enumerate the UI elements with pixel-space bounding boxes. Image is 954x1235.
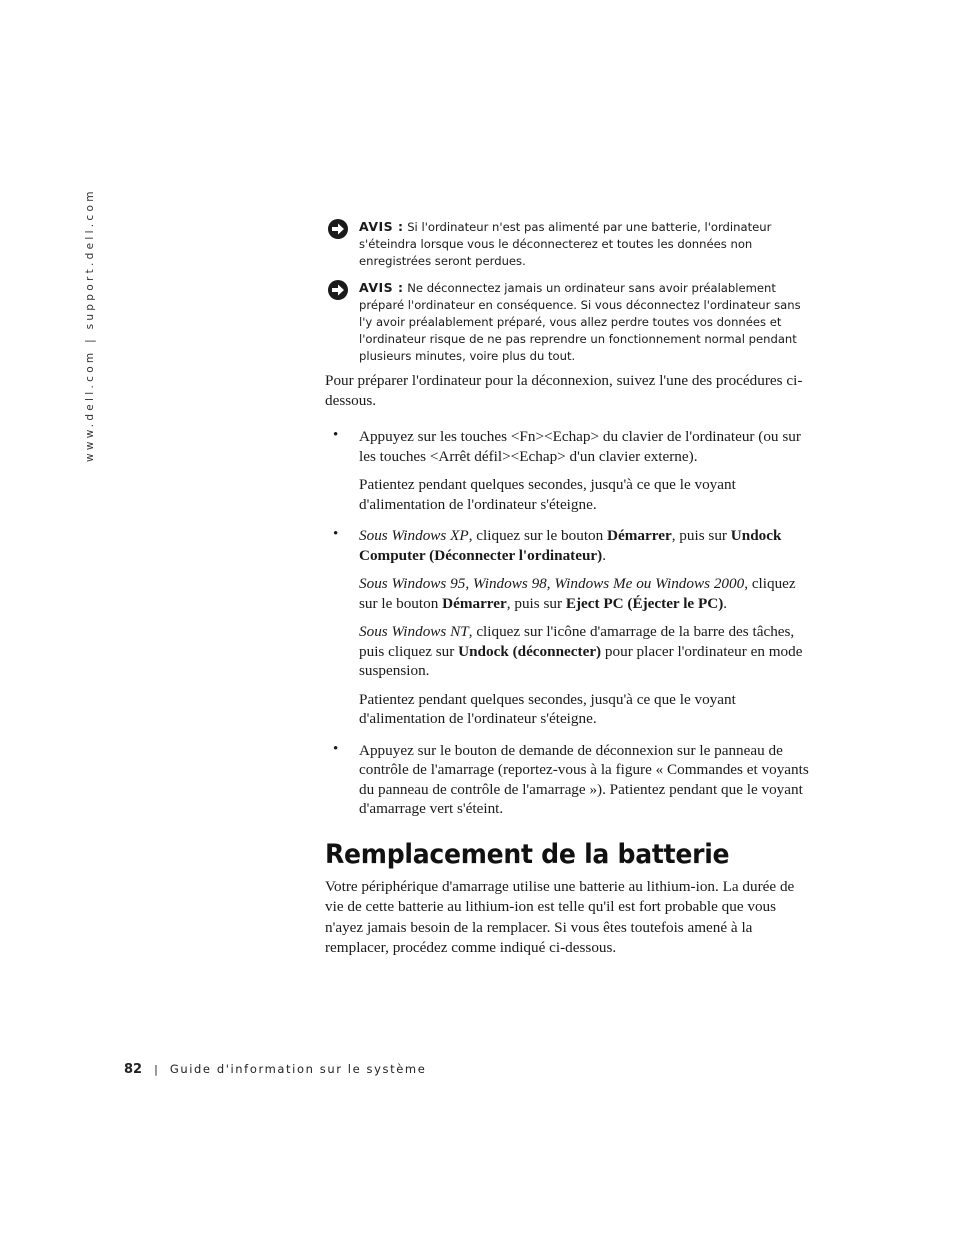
footer-separator: | <box>154 1063 158 1076</box>
notice-1 <box>325 218 813 270</box>
arrow-right-circle-icon <box>327 218 349 240</box>
list-item-subtext: Patientez pendant quelques secondes, jusqu'à ce que le voyant d'alimentation de l'ordinateur s'éteigne. <box>359 476 736 513</box>
bullet-dot: • <box>333 427 339 443</box>
list-item-subtext: Sous Windows NT, cliquez sur l'icône d'amarrage de la barre des tâches, puis cliquez sur Undock (déconnecter) pour placer l'ordinateur en mode suspension. <box>359 623 803 679</box>
notice-text: Ne déconnectez jamais un ordinateur sans avoir préalablement préparé l'ordinateur en conséquence. Si vous déconnectez l'ordinateur sans l'y avoir préalablement préparé, vous allez perdre toutes vos données et l'ordinateur risque de ne pas reprendre un fonctionnement normal pendant plusieurs minutes, voire plus du tout. <box>359 281 801 363</box>
notice-text: Si l'ordinateur n'est pas alimenté par une batterie, l'ordinateur s'éteindra lorsque vous le déconnecterez et toutes les données non enregistrées seront perdues. <box>359 220 772 268</box>
page-content <box>325 218 813 959</box>
footer-title: Guide d'information sur le système <box>169 1062 427 1076</box>
page-number: 82 <box>124 1062 143 1077</box>
bullet-dot: • <box>333 740 339 757</box>
body-paragraph: Votre périphérique d'amarrage utilise une batterie au lithium-ion. La durée de vie de cette batterie au lithium-ion est telle qu'il est fort probable que vous n'ayez jamais besoin de la remplacer. Si vous êtes toutefois amené à la remplacer, procédez comme indiqué ci-dessous. <box>325 877 795 956</box>
side-url: www.dell.com | support.dell.com <box>84 188 96 462</box>
list-item-text: Appuyez sur le bouton de demande de déconnexion sur le panneau de contrôle de l'amarrage (reportez-vous à la figure « Commandes et voyants du panneau de contrôle de l'amarrage »). Patientez pendant que le voyant d'amarrage vert s'éteint. <box>359 741 809 817</box>
list-item-subtext: Patientez pendant quelques secondes, jusqu'à ce que le voyant d'alimentation de l'ordinateur s'éteigne. <box>359 690 736 727</box>
notice-label: AVIS : <box>359 280 404 295</box>
list-item <box>325 427 813 514</box>
list-item <box>325 741 813 819</box>
list-item-subtext: Sous Windows 95, Windows 98, Windows Me ou Windows 2000, cliquez sur le bouton Démarrer, puis sur Eject PC (Éjecter le PC). <box>359 575 796 612</box>
notice-2 <box>325 279 813 365</box>
list-item <box>325 526 813 729</box>
notice-label: AVIS : <box>359 219 404 234</box>
list-item-text: Appuyez sur les touches <Fn><Echap> du clavier de l'ordinateur (ou sur les touches <Arrêt défil><Echap> d'un clavier externe). <box>359 428 801 465</box>
section-heading: Remplacement de la batterie <box>325 838 730 870</box>
page-footer <box>124 1062 426 1077</box>
list-item-text: Sous Windows XP, cliquez sur le bouton Démarrer, puis sur Undock Computer (Déconnecter l'ordinateur). <box>359 527 782 564</box>
arrow-right-circle-icon <box>327 279 349 301</box>
bullet-dot: • <box>333 526 339 542</box>
intro-paragraph: Pour préparer l'ordinateur pour la déconnexion, suivez l'une des procédures ci-dessous. <box>325 372 803 409</box>
